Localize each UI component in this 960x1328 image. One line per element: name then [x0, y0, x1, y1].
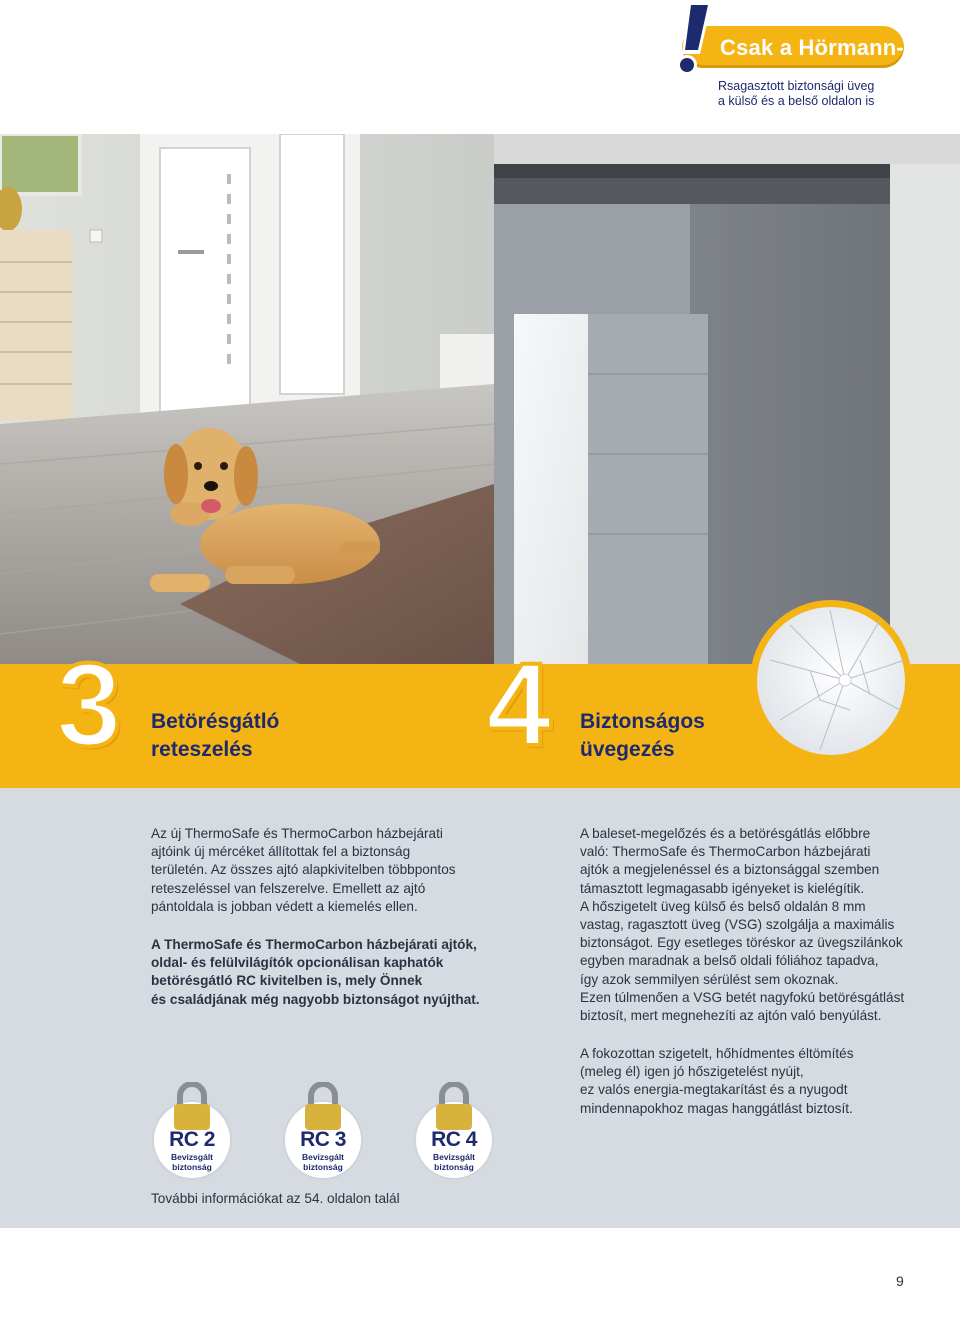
rc-sub-line1: Bevizsgált: [432, 1152, 476, 1162]
padlock-icon: [434, 1082, 474, 1132]
door-detail-photo: [494, 134, 960, 664]
rc2-badge: [150, 1082, 234, 1182]
rc-sub: [281, 1152, 365, 1172]
rc3-badge: [281, 1082, 365, 1182]
feature-title-line1: Betörésgátló: [151, 710, 280, 733]
padlock-icon: [303, 1082, 343, 1132]
feature-title-locking: [151, 708, 351, 764]
rc-sub: [150, 1152, 234, 1172]
exclamation-icon: [666, 0, 714, 76]
feature-number-3: 3: [56, 639, 118, 771]
text-line: Az új ThermoSafe és ThermoCarbon házbejárati: [151, 826, 443, 841]
text-line: biztonságot. Egy esetleges töréskor az üvegszilánkok: [580, 935, 903, 951]
text-line: biztosít, mert megnehezíti az ajtón való benyúlást.: [580, 1008, 882, 1024]
text-line: pántoldala is jobban védett a kiemelés ellen.: [151, 898, 418, 914]
text-line: területén. Az összes ajtó alapkivitelben többpontos: [151, 862, 456, 878]
text-line: ajtók a megjelenéssel és a biztonsággal szemben: [580, 862, 880, 878]
rc-sub-line2: biztonság: [303, 1162, 343, 1172]
left-paragraph-intro: [151, 825, 511, 916]
badge-subtitle: [718, 79, 918, 109]
rc-sub-line2: biztonság: [434, 1162, 474, 1172]
text-line: vastag, ragasztott üveg (VSG) szolgálja a maximális: [580, 917, 895, 933]
hallway-dog-photo: [0, 134, 494, 664]
badge-subtitle-line2: a külső és a belső oldalon is: [718, 94, 875, 108]
text-line: reteszeléssel van felszerelve. Emellett az ajtó: [151, 880, 426, 896]
text-line: ajtóink új mércéket állítottak fel a biztonság: [151, 844, 411, 860]
rc-sub-line1: Bevizsgált: [170, 1152, 214, 1162]
rc-sub-line2: biztonság: [172, 1162, 212, 1172]
text-line: így azok semmilyen sérülést sem okoznak.: [580, 971, 839, 987]
text-line: ez valós energia-megtakarítást és a nyugodt: [580, 1082, 848, 1098]
badge-subtitle-line1: Rsagasztott biztonsági üveg: [718, 79, 875, 93]
feature-title-line2: reteszelés: [151, 738, 253, 761]
text-line: (meleg él) igen jó hőszigetelést nyújt,: [580, 1064, 804, 1080]
text-line: Ezen túlmenően a VSG betét nagyfokú betörésgátlást: [580, 989, 905, 1005]
right-paragraph-warm-edge: [580, 1045, 925, 1118]
cracked-glass-badge: [750, 600, 912, 762]
rc-label: RC 3: [300, 1128, 346, 1151]
page-number: 9: [896, 1273, 904, 1289]
hormann-badge: [662, 0, 937, 110]
badge-title: Csak a Hörmann-nál: [720, 35, 937, 60]
padlock-icon: [172, 1082, 212, 1132]
right-paragraph-vsg: [580, 825, 925, 1025]
rc-sub: [412, 1152, 496, 1172]
text-line: A baleset-megelőzés és a betörésgátlás előbbre: [580, 826, 871, 841]
feature-title-line2: üvegezés: [580, 738, 675, 761]
text-line: A ThermoSafe és ThermoCarbon házbejárati ajtók,: [151, 937, 477, 952]
left-paragraph-rc: [151, 936, 521, 1009]
text-line: mindennapokhoz magas hanggátlást biztosít.: [580, 1100, 853, 1116]
text-line: betörésgátló RC kivitelben is, mely Önnek: [151, 973, 423, 989]
feature-number-4: 4: [486, 639, 548, 771]
feature-title-line1: Biztonságos: [580, 710, 705, 733]
text-line: és családjának még nagyobb biztonságot nyújthat.: [151, 991, 480, 1007]
rc-label: RC 2: [169, 1128, 215, 1151]
cracked-glass-icon: [750, 600, 912, 762]
text-line: egyben maradnak a belső oldali fóliához tapadva,: [580, 953, 879, 969]
rc4-badge: [412, 1082, 496, 1182]
rc-sub-line1: Bevizsgált: [301, 1152, 345, 1162]
rc-label: RC 4: [431, 1128, 477, 1151]
text-line: A hőszigetelt üveg külső és belső oldalán 8 mm: [580, 898, 866, 914]
text-line: A fokozottan szigetelt, hőhídmentes éltömítés: [580, 1046, 854, 1061]
text-line: támasztott legmagasabb igényeket is kielégítik.: [580, 880, 865, 896]
text-line: való: ThermoSafe és ThermoCarbon házbejárati: [580, 844, 871, 860]
more-info-reference: További információkat az 54. oldalon talál: [151, 1191, 400, 1206]
text-line: oldal- és felülvilágítók opcionálisan kaphatók: [151, 955, 444, 971]
